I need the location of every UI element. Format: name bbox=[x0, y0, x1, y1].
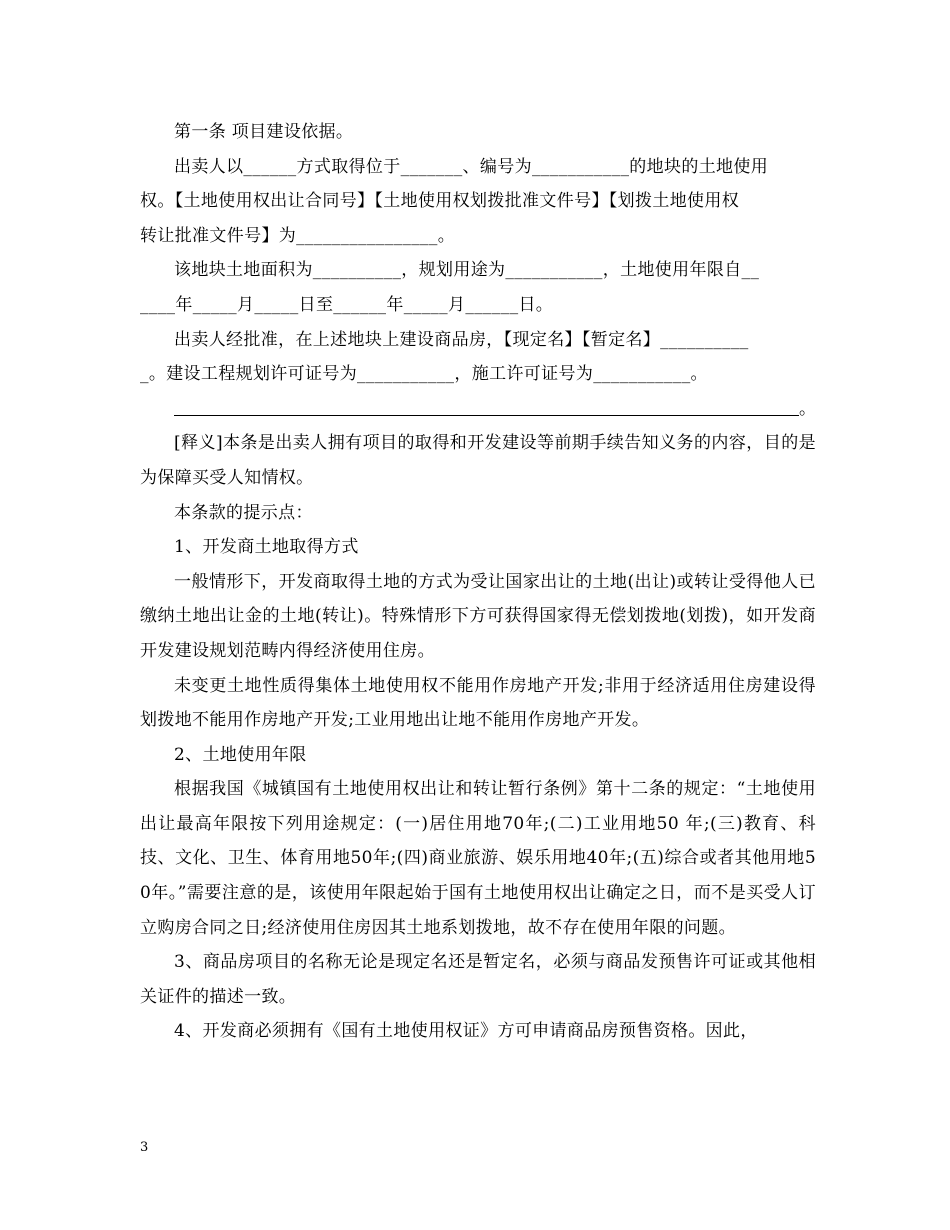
article-heading bbox=[140, 115, 816, 150]
document-body bbox=[140, 115, 816, 1049]
paragraph-tips-heading: 本条款的提示点： bbox=[174, 502, 313, 523]
paragraph-line: 第一条 项目建设依据。 bbox=[174, 122, 354, 142]
paragraph-line: _。建设工程规划许可证号为___________，施工许可证号为___________。 bbox=[140, 364, 708, 385]
page-number: 3 bbox=[140, 1140, 149, 1155]
paragraph-point-1-body: 一般情形下，开发商取得土地的方式为受让国家出让的土地(出让)或转让受得他人已缴纳土地出让金的土地(转让)。特殊情形下方可获得国家得无偿划拨地(划拨)，如开发商开发建设规划范畴内得经济使用住房。 bbox=[140, 571, 816, 661]
paragraph-interpretation: [释义]本条是出卖人拥有项目的取得和开发建设等前期手续告知义务的内容，目的是为保障买受人知情权。 bbox=[140, 433, 816, 488]
paragraph-line: 转让批准文件号】为________________。 bbox=[140, 225, 456, 246]
rule-line-end: 。 bbox=[799, 398, 816, 419]
paragraph-line: 出卖人经批准，在上述地块上建设商品房，【现定名】【暂定名】__________ bbox=[174, 329, 749, 350]
paragraph-point-4: 4、开发商必须拥有《国有土地使用权证》方可申请商品房预售资格。因此， bbox=[174, 1021, 758, 1042]
underline-rule bbox=[174, 414, 799, 416]
paragraph-line: 出卖人以______方式取得位于_______、编号为___________的地块的土地使用 bbox=[174, 156, 769, 177]
paragraph-line: 权。【土地使用权出让合同号】【土地使用权划拨批准文件号】【划拨土地使用权 bbox=[140, 191, 740, 212]
paragraph-land-area bbox=[140, 253, 816, 322]
paragraph-point-1-note: 未变更土地性质得集体土地使用权不能用作房地产开发;非用于经济适用住房建设得划拨地不能用作房地产开发;工业用地出让地不能用作房地产开发。 bbox=[140, 675, 816, 731]
blank-fill-line bbox=[140, 392, 816, 427]
paragraph-permits bbox=[140, 323, 816, 392]
paragraph-line: ____年_____月_____日至______年_____月______日。 bbox=[140, 294, 554, 315]
paragraph-point-1-heading: 1、开发商土地取得方式 bbox=[174, 537, 359, 558]
paragraph-point-2-body: 根据我国《城镇国有土地使用权出让和转让暂行条例》第十二条的规定：“土地使用出让最高年限按下列用途规定：(一)居住用地70年;(二)工业用地50 年;(三)教育、科技、文化、卫生、体育用地50年;(四)商业旅游、娱乐用地40年;(五)综合或者其他用地50年。”需要注意的是，该使用年限起始于国有土地使用权出让确定之日，而不是买受人订立购房合同之日;经济使用住房因其土地系划拨地，故不存在使用年限的问题。 bbox=[140, 779, 816, 938]
paragraph-line: 该地块土地面积为__________，规划用途为___________，土地使用年限自__ bbox=[174, 260, 760, 281]
paragraph-point-2-heading: 2、土地使用年限 bbox=[174, 744, 307, 765]
paragraph-point-3: 3、商品房项目的名称无论是现定名还是暂定名，必须与商品发预售许可证或其他相关证件的描述一致。 bbox=[140, 952, 816, 1007]
paragraph-land-acquisition bbox=[140, 150, 816, 254]
